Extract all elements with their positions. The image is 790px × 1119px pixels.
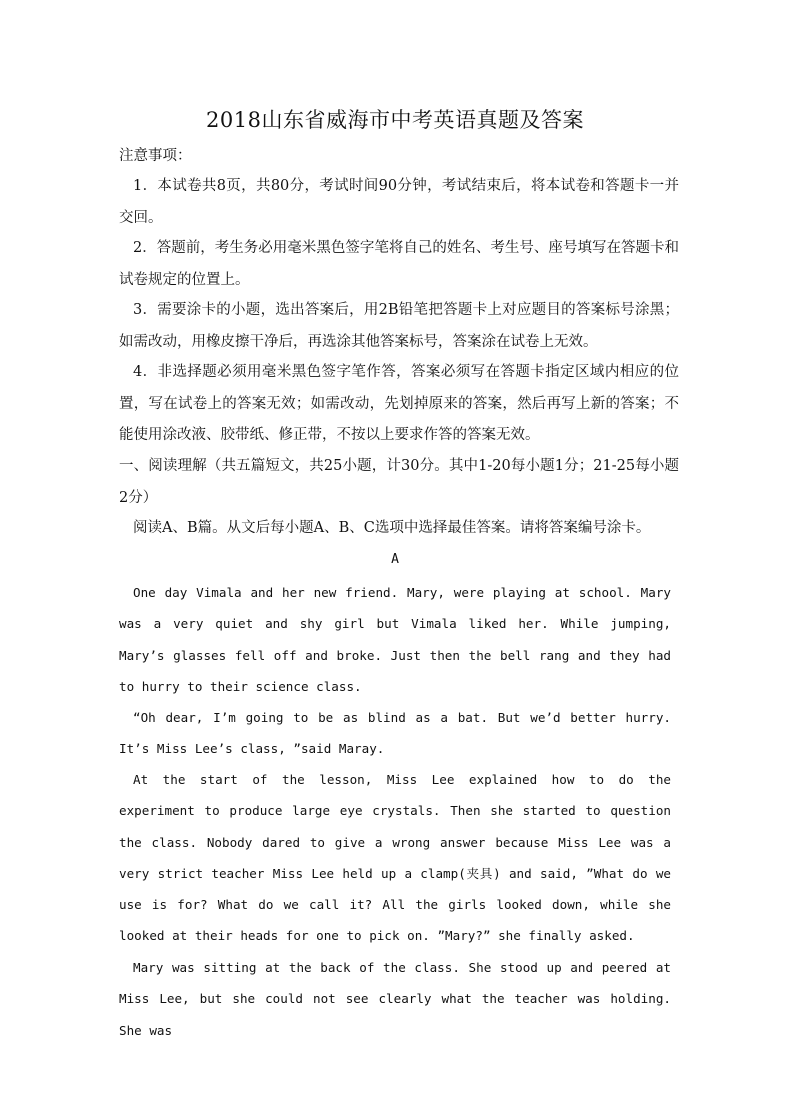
document-title: 2018山东省威海市中考英语真题及答案 bbox=[206, 108, 584, 132]
passage-label: A bbox=[391, 552, 399, 567]
section-heading: 一、阅读理解（共五篇短文，共25小题，计30分。其中1-20每小题1分；21-25每小题2分） bbox=[119, 458, 679, 506]
passage-paragraph-1: One day Vimala and her new friend. Mary, were playing at school. Mary was a very quiet and shy girl but Vimala liked her. While jumping, Mary’s glasses fell off and broke. Just then the bell rang and they had to hurry to their science class. bbox=[119, 585, 671, 694]
notice-item-3: 3．需要涂卡的小题，选出答案后，用2B铅笔把答题卡上对应题目的答案标号涂黑；如需改动，用橡皮擦干净后，再选涂其他答案标号，答案涂在试卷上无效。 bbox=[119, 302, 679, 350]
passage-paragraph-3: At the start of the lesson, Miss Lee explained how to do the experiment to produce large eye crystals. Then she started to question the class. Nobody dared to give a wrong answer because Miss Lee was a very strict teacher Miss Lee held up a clamp(夹具) and said, ”What do we use is for? What do we call it? All the girls looked down, while she looked at their heads for one to pick on. ”Mary?” she finally asked. bbox=[119, 772, 671, 944]
notice-item-1: 1．本试卷共8页，共80分，考试时间90分钟，考试结束后，将本试卷和答题卡一并交回。 bbox=[119, 178, 679, 226]
notice-item-2: 2．答题前，考生务必用毫米黑色签字笔将自己的姓名、考生号、座号填写在答题卡和试卷规定的位置上。 bbox=[119, 240, 679, 288]
reading-instruction: 阅读A、B篇。从文后每小题A、B、C选项中选择最佳答案。请将答案编号涂卡。 bbox=[133, 520, 651, 536]
passage-paragraph-2: “Oh dear, I’m going to be as blind as a bat. But we’d better hurry. It’s Miss Lee’s class, ”said Maray. bbox=[119, 710, 671, 757]
passage-paragraph-4: Mary was sitting at the back of the class. She stood up and peered at Miss Lee, but she could not see clearly what the teacher was holding. She was bbox=[119, 960, 671, 1038]
notice-heading: 注意事项： bbox=[119, 148, 192, 164]
notice-item-4: 4．非选择题必须用毫米黑色签字笔作答，答案必须写在答题卡指定区域内相应的位置，写在试卷上的答案无效；如需改动，先划掉原来的答案，然后再写上新的答案；不能使用涂改液、胶带纸、修正带，不按以上要求作答的答案无效。 bbox=[119, 364, 679, 443]
